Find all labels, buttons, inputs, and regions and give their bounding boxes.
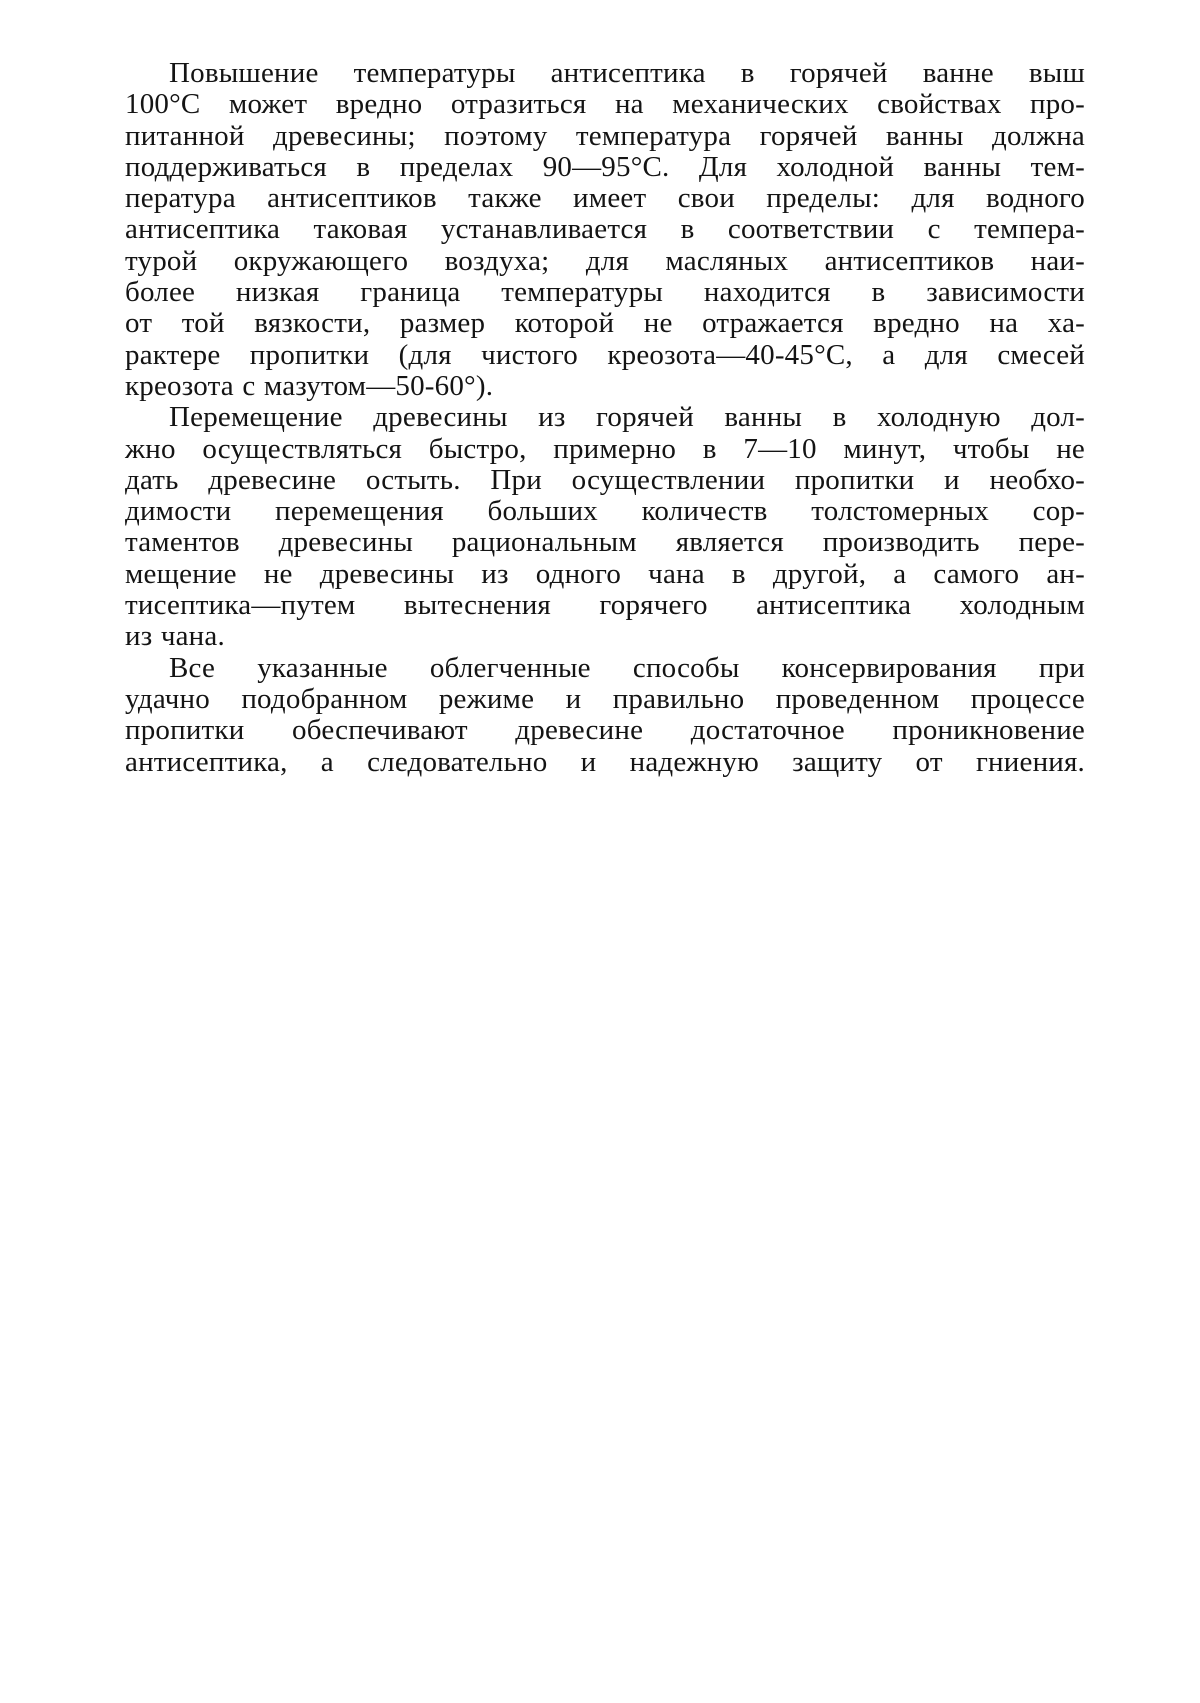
text-line: пература антисептиков также имеет свои пределы: для водного — [125, 182, 1085, 215]
paragraph-2 — [125, 402, 1085, 652]
text-line: пропитки обеспечивают древесине достаточное проникновение — [125, 714, 1085, 747]
text-line: рактере пропитки (для чистого креозота—40-45°С, а для смесей — [125, 338, 1085, 371]
body-text — [125, 58, 1085, 778]
text-line: жно осуществляться быстро, примерно в 7—10 минут, чтобы не — [125, 432, 1085, 465]
text-line: удачно подобранном режиме и правильно проведенном процессе — [125, 682, 1085, 715]
text-line: более низкая граница температуры находится в зависимости — [125, 276, 1085, 309]
text-line: антисептика таковая устанавливается в соответствии с темпера- — [125, 213, 1085, 246]
text-line: из чана. — [125, 620, 225, 653]
text-line: креозота с мазутом—50-60°). — [125, 369, 494, 402]
text-line: 100°С может вредно отразиться на механических свойствах про- — [125, 88, 1085, 121]
text-line: мещение не древесины из одного чана в другой, а самого ан- — [125, 557, 1085, 590]
text-line: антисептика, а следовательно и надежную защиту от гниения. — [125, 745, 1085, 778]
text-line: таментов древесины рациональным является производить пере- — [125, 526, 1085, 559]
text-line: турой окружающего воздуха; для масляных антисептиков наи- — [125, 244, 1085, 277]
text-line: Все указанные облегченные способы консервирования при — [169, 651, 1085, 684]
text-line: Перемещение древесины из горячей ванны в холодную дол- — [169, 401, 1085, 434]
text-line: поддерживаться в пределах 90—95°С. Для холодной ванны тем- — [125, 150, 1085, 183]
paragraph-3 — [125, 653, 1085, 778]
text-line: от той вязкости, размер которой не отражается вредно на ха- — [125, 307, 1085, 340]
text-line: тисептика—путем вытеснения горячего антисептика холодным — [125, 589, 1085, 622]
text-line: димости перемещения больших количеств толстомерных сор- — [125, 495, 1085, 528]
paragraph-1 — [125, 58, 1085, 402]
text-line: дать древесине остыть. При осуществлении пропитки и необхо- — [125, 463, 1085, 496]
text-line: Повышение температуры антисептика в горячей ванне выш — [169, 57, 1085, 89]
text-line: питанной древесины; поэтому температура горячей ванны должна — [125, 119, 1085, 152]
